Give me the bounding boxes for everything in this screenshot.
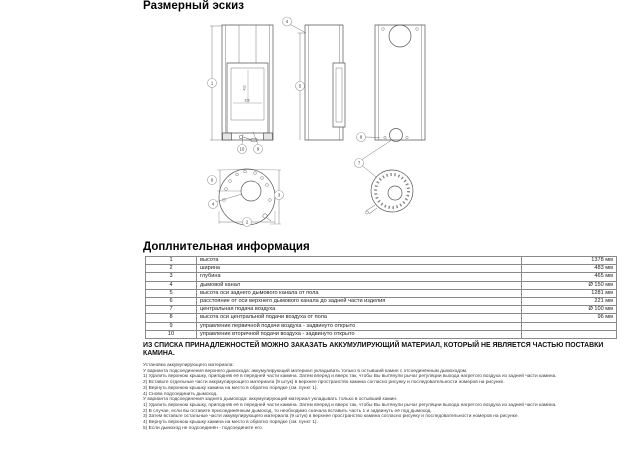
instructions [143,363,622,431]
row-name: глубина [197,273,522,281]
row-value: Ø 150 мм [522,281,617,289]
svg-text:1: 1 [210,80,214,86]
row-number: 5 [146,289,197,297]
glass-height-dim: 412 [242,85,247,91]
section-title: Доплнительная информация [143,241,310,253]
svg-text:4: 4 [285,19,289,25]
callout-2 [243,218,252,227]
row-value: Ø 100 мм [522,306,617,314]
instruction-line: 4) Вернуть верхнюю крышку камина на место в обратно порядке (см. пункт 1). [143,420,318,426]
instruction-line: 3) Затем вставьте остальные части аккумулирующего материала (9 штук) в верхнее пространство камина согласно рисунку и последовательности номеров на рисунке. [143,414,519,420]
table-row [146,265,617,273]
instruction-line: 2) В случае, если вы оставите присоединённым дымоход, то необходимо сначала вставить часть 1 и задвинуть её под дымоход. [143,408,432,414]
row-name: высота оси центральной подачи воздуха от пола [197,314,522,322]
instruction-line: 3) Вернуть верхнюю крышку камина на место в обратно порядке (см. пункт 1). [143,385,318,391]
right-foot [264,133,273,140]
instruction-line: 1) Удалить верхнюю крышку, приподняв её в передней части камина. Затем вперед и вверх так, чтобы Вы вытянули рычаг регуляции выхода нагретого воздуха из задней части камина. [143,374,557,380]
row-value: 1378 мм [522,257,617,265]
svg-text:8: 8 [359,134,363,140]
table-row [146,306,617,314]
row-number: 6 [146,297,197,305]
page-title: Размерный эскиз [143,0,245,12]
row-value: 483 мм [522,265,617,273]
callout-7 [355,159,364,168]
top-view-left [217,169,281,225]
row-value: 465 мм [522,273,617,281]
callout-10 [238,145,247,154]
row-value: 1281 мм [522,289,617,297]
svg-text:9: 9 [256,146,260,152]
callout-1 [208,79,217,88]
table-row [146,314,617,322]
instruction-line: 1) Удалить верхнюю крышку, приподняв её в передней части камина. Затем вперед и вверх так, чтобы Вы вытянули рычаг регуляции выхода нагретого воздуха из задней части камина. [143,402,557,408]
table-row [146,257,617,265]
row-number: 7 [146,306,197,314]
callout-5 [296,82,305,91]
top-view-right [366,170,414,214]
svg-text:2: 2 [245,219,249,225]
instruction-line: 4) Снова подсоединить дымоход. [143,391,218,397]
row-name: центральная подача воздуха [197,306,522,314]
row-name: высота [197,257,522,265]
rear-view [359,25,425,177]
left-foot [223,133,232,140]
table-row [146,289,617,297]
row-number: 8 [146,314,197,322]
instruction-line: 2) Вставьте отдельные части аккумулирующего материала (9 штук) в верхнее пространство камина согласно рисунку и последовательности номеров на рисунке. [143,380,505,386]
row-name: ширина [197,265,522,273]
dimensional-sketch [148,13,468,238]
svg-text:5: 5 [298,83,302,89]
row-value [522,330,617,338]
row-name: высота оси заднего дымового канала от пола [197,289,522,297]
table-row [146,330,617,338]
table-row [146,281,617,289]
svg-text:10: 10 [239,146,245,152]
row-number: 3 [146,273,197,281]
row-value: 221 мм [522,297,617,305]
row-number: 2 [146,265,197,273]
row-number: 1 [146,257,197,265]
callout-8 [357,133,366,142]
table-row [146,322,617,330]
accessories-notice: ИЗ СПИСКА ПРИНАДЛЕЖНОСТЕЙ МОЖНО ЗАКАЗАТЬ АККУМУЛИРУЮЩИЙ МАТЕРИАЛ, КОТОРЫЙ НЕ ЯВЛЯЕТСЯ ЧАСТЬЮ ПОСТАВКИ КАМИНА. [143,342,604,358]
row-name: управление вторичной подачи воздуха - задвинуто открыто [197,330,522,338]
row-number: 9 [146,322,197,330]
row-number: 10 [146,330,197,338]
svg-text:3: 3 [277,192,281,198]
instruction-line: У варианта подсоединения заднего дымохода: аккумулирующий материал укладывать только в остывший камин. [143,397,398,403]
row-value [522,322,617,330]
glass-width-dim: 326 [244,98,250,103]
svg-text:4: 4 [211,201,215,207]
svg-text:6: 6 [210,177,214,183]
row-name: расстояние от оси верхнего дымового канала до задней части изделия [197,297,522,305]
instruction-line: У варианта подсоединения верхнего дымохода: аккумулирующий материал укладывать только в остывший камин с отсоединённым дымоходом. [143,368,468,374]
table-row [146,273,617,281]
callout-4-topview [209,200,218,209]
instruction-line: Установка аккумулирующего материала: [143,363,234,368]
row-name: дымовой канал [197,281,522,289]
dimensions-table-body [146,257,617,339]
table-row [146,297,617,305]
row-value: 96 мм [522,314,617,322]
instruction-line: 5) Если дымоход не подсоединён - подсоедините его. [143,425,264,431]
row-number: 4 [146,281,197,289]
front-view [210,25,273,145]
callout-3 [275,191,284,200]
svg-text:7: 7 [357,160,361,166]
row-name: управление первичной подачи воздуха - задвинуто открыто [197,322,522,330]
dimensions-table [145,256,617,339]
callout-6 [208,176,217,185]
callout-4-top [283,17,292,26]
callout-9 [254,145,263,154]
